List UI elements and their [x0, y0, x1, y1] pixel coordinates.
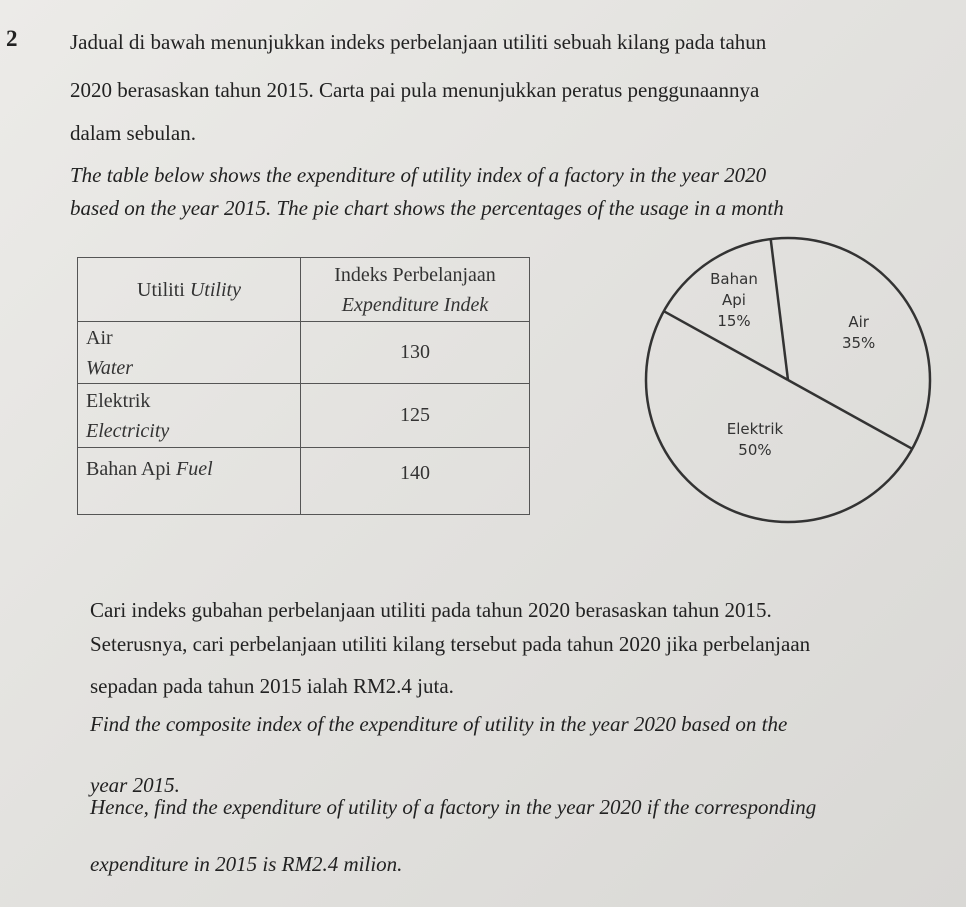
pie-slices [646, 238, 930, 522]
label-ms: Bahan Api [86, 458, 171, 480]
label-ms: Elektrik [86, 389, 151, 412]
label-en: Electricity [86, 419, 170, 442]
english-task-line-4: expenditure in 2015 is RM2.4 milion. [90, 852, 403, 876]
malay-intro-line-3: dalam sebulan. [70, 121, 196, 145]
english-intro-line-1: The table below shows the expenditure of utility index of a factory in the year 2020 [70, 163, 767, 187]
pie-slice-boundary [771, 239, 788, 380]
row-label-water [78, 322, 301, 384]
header-index-en: Expenditure Indek [341, 293, 489, 316]
english-intro-line-2: based on the year 2015. The pie chart shows the percentages of the usage in a month [70, 196, 784, 220]
table-row [78, 448, 530, 515]
row-value-water: 130 [301, 322, 530, 384]
table-row [78, 384, 530, 448]
pie-labels [710, 270, 875, 459]
header-index [301, 258, 530, 322]
label-en: Water [86, 356, 134, 379]
header-utility-ms: Utiliti [137, 278, 185, 301]
english-task-line-2: year 2015. [90, 773, 180, 797]
label-ms: Air [86, 326, 113, 349]
malay-intro-line-2: 2020 berasaskan tahun 2015. Carta pai pula menunjukkan peratus penggunaannya [70, 78, 760, 102]
malay-intro-line-1: Jadual di bawah menunjukkan indeks perbelanjaan utiliti sebuah kilang pada tahun [70, 30, 767, 54]
english-task-line-3: Hence, find the expenditure of utility of a factory in the year 2020 if the corresponding [90, 795, 817, 819]
pie-slice-percent: 35% [841, 333, 876, 352]
row-label-fuel [78, 448, 301, 515]
header-index-ms: Indeks Perbelanjaan [334, 263, 496, 286]
malay-task-line-2: Seterusnya, cari perbelanjaan utiliti kilang tersebut pada tahun 2020 jika perbelanjaan [90, 632, 811, 656]
table-header-row [78, 258, 530, 322]
label-en: Fuel [176, 458, 213, 480]
pie-slice-label: Bahan [710, 269, 758, 288]
malay-task-line-3: sepadan pada tahun 2015 ialah RM2.4 juta. [90, 674, 454, 698]
english-task-line-1: Find the composite index of the expenditure of utility in the year 2020 based on the [90, 712, 788, 736]
pie-slice-label: Air [848, 312, 869, 331]
pie-slice-label: Elektrik [726, 420, 784, 439]
pie-slice-percent: 15% [717, 311, 751, 330]
usage-pie-chart [620, 228, 950, 538]
row-value-electricity: 125 [301, 384, 530, 448]
header-utility-en: Utility [189, 278, 241, 301]
row-value-fuel: 140 [301, 448, 530, 515]
utility-index-table [77, 257, 530, 515]
pie-slice-boundary [788, 380, 912, 449]
pie-slice-percent: 50% [738, 441, 772, 460]
question-number: 2 [6, 26, 18, 51]
row-label-electricity [78, 384, 301, 448]
pie-slice-label: Api [722, 290, 746, 309]
malay-task-line-1: Cari indeks gubahan perbelanjaan utiliti pada tahun 2020 berasaskan tahun 2015. [90, 598, 772, 622]
table-row [78, 322, 530, 384]
header-utility [78, 258, 301, 322]
